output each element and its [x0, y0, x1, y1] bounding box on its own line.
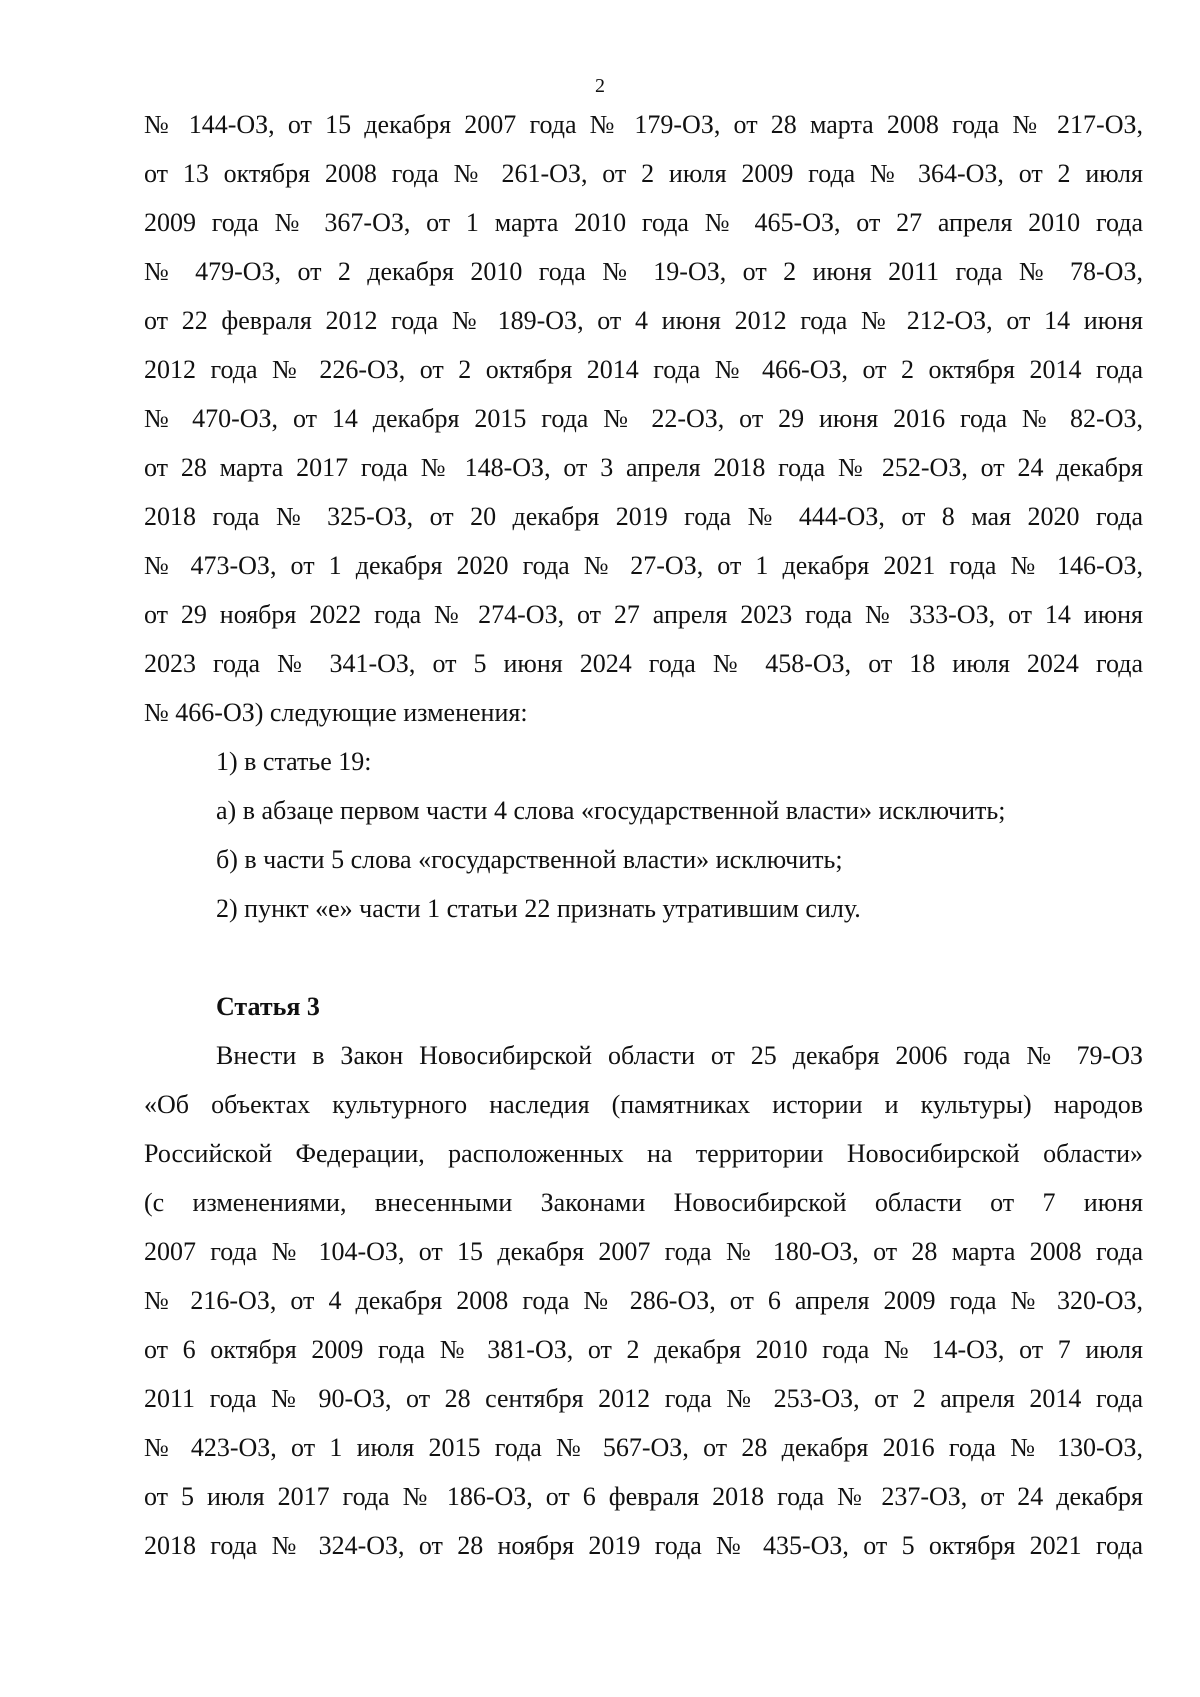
text-line: от 13 октября 2008 года № 261-ОЗ, от 2 июля 2009 года № 364-ОЗ, от 2 июля: [144, 159, 1143, 188]
text-line: № 423-ОЗ, от 1 июля 2015 года № 567-ОЗ, от 28 декабря 2016 года № 130-ОЗ,: [144, 1433, 1143, 1462]
text-line: 2018 года № 324-ОЗ, от 28 ноября 2019 года № 435-ОЗ, от 5 октября 2021 года: [144, 1531, 1143, 1560]
amendment-item: а) в абзаце первом части 4 слова «государственной власти» исключить;: [216, 796, 1006, 825]
amendment-item: б) в части 5 слова «государственной власти» исключить;: [216, 845, 843, 874]
document-body: [144, 100, 1143, 1570]
text-line: № 479-ОЗ, от 2 декабря 2010 года № 19-ОЗ, от 2 июня 2011 года № 78-ОЗ,: [144, 257, 1143, 286]
article-heading: Статья 3: [216, 992, 320, 1021]
text-line: Российской Федерации, расположенных на территории Новосибирской области»: [144, 1139, 1143, 1168]
text-line: от 28 марта 2017 года № 148-ОЗ, от 3 апреля 2018 года № 252-ОЗ, от 24 декабря: [144, 453, 1143, 482]
amendment-items: [144, 737, 1143, 933]
paragraph-amendments-list: [144, 100, 1143, 737]
text-line: от 5 июля 2017 года № 186-ОЗ, от 6 февраля 2018 года № 237-ОЗ, от 24 декабря: [144, 1482, 1143, 1511]
text-line: Внести в Закон Новосибирской области от 25 декабря 2006 года № 79-ОЗ: [216, 1041, 1143, 1070]
text-line: от 6 октября 2009 года № 381-ОЗ, от 2 декабря 2010 года № 14-ОЗ, от 7 июля: [144, 1335, 1143, 1364]
text-line: от 22 февраля 2012 года № 189-ОЗ, от 4 июня 2012 года № 212-ОЗ, от 14 июня: [144, 306, 1143, 335]
text-line: № 144-ОЗ, от 15 декабря 2007 года № 179-ОЗ, от 28 марта 2008 года № 217-ОЗ,: [144, 110, 1143, 139]
text-line: № 470-ОЗ, от 14 декабря 2015 года № 22-ОЗ, от 29 июня 2016 года № 82-ОЗ,: [144, 404, 1143, 433]
paragraph-article-3: [144, 1031, 1143, 1570]
text-line: 2009 года № 367-ОЗ, от 1 марта 2010 года № 465-ОЗ, от 27 апреля 2010 года: [144, 208, 1143, 237]
section-spacer: [144, 933, 1143, 982]
text-line: от 29 ноября 2022 года № 274-ОЗ, от 27 апреля 2023 года № 333-ОЗ, от 14 июня: [144, 600, 1143, 629]
amendment-item: 1) в статье 19:: [216, 747, 372, 776]
text-line: 2023 года № 341-ОЗ, от 5 июня 2024 года № 458-ОЗ, от 18 июля 2024 года: [144, 649, 1143, 678]
text-line: № 473-ОЗ, от 1 декабря 2020 года № 27-ОЗ, от 1 декабря 2021 года № 146-ОЗ,: [144, 551, 1143, 580]
text-line: 2012 года № 226-ОЗ, от 2 октября 2014 года № 466-ОЗ, от 2 октября 2014 года: [144, 355, 1143, 384]
text-line: «Об объектах культурного наследия (памятниках истории и культуры) народов: [144, 1090, 1143, 1119]
text-line: 2011 года № 90-ОЗ, от 28 сентября 2012 года № 253-ОЗ, от 2 апреля 2014 года: [144, 1384, 1143, 1413]
text-line: № 216-ОЗ, от 4 декабря 2008 года № 286-ОЗ, от 6 апреля 2009 года № 320-ОЗ,: [144, 1286, 1143, 1315]
text-line: (с изменениями, внесенными Законами Новосибирской области от 7 июня: [144, 1188, 1143, 1217]
text-line: № 466-ОЗ) следующие изменения:: [144, 698, 528, 727]
amendment-item: 2) пункт «е» части 1 статьи 22 признать утратившим силу.: [216, 894, 861, 923]
text-line: 2018 года № 325-ОЗ, от 20 декабря 2019 года № 444-ОЗ, от 8 мая 2020 года: [144, 502, 1143, 531]
page-number: 2: [595, 75, 605, 97]
text-line: 2007 года № 104-ОЗ, от 15 декабря 2007 года № 180-ОЗ, от 28 марта 2008 года: [144, 1237, 1143, 1266]
